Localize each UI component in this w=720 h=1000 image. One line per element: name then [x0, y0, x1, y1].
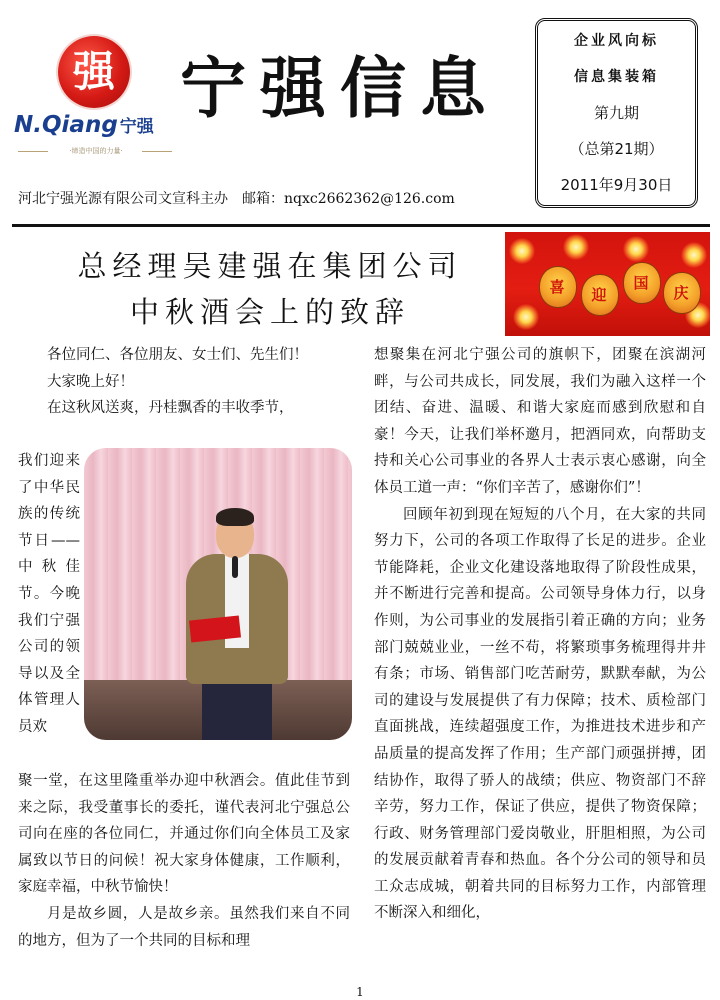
newsletter-title: 宁强信息: [180, 50, 500, 127]
firework-1: [509, 238, 535, 264]
header-divider: [12, 224, 710, 227]
logo-divider-left: [18, 151, 48, 152]
festival-paragraph-head: 在这秋风送爽，丹桂飘香的丰收季节，: [47, 400, 294, 417]
lantern-3-word: 国: [633, 273, 649, 292]
logo-glyph: 强: [72, 47, 115, 96]
firework-2: [563, 234, 589, 260]
logo-slogan: ·缔造中国的力量·: [69, 147, 123, 155]
festival-paragraph-tail: 聚一堂，在这里隆重举办迎中秋酒会。值此佳节到来之际，我受董事长的委托，谨代表河北宁强总公司向在座的各位同仁，并通过你们向全体员工及家属致以节日的问候！祝大家身体健康，工作顺利，家庭幸福，中秋节愉快！: [18, 773, 350, 896]
column-2: [374, 342, 706, 927]
lantern-1-word: 喜: [549, 277, 565, 296]
firework-4: [681, 242, 707, 268]
issue-date: 2011年9月30日: [560, 176, 673, 194]
firework-6: [513, 304, 539, 330]
greeting-paragraph: 各位同仁、各位朋友、女士们、先生们！: [47, 347, 308, 363]
article-headline: [40, 243, 500, 335]
logo-brand-en: N.Qiang: [14, 112, 118, 138]
festival-lanterns-image: [505, 232, 710, 336]
headline-line-1: 总经理吴建强在集团公司: [77, 249, 463, 283]
gathering-paragraph: 想聚集在河北宁强公司的旗帜下，团聚在滨湖河畔，与公司共成长，同发展，我们为融入这样一个团结、奋进、温暖、和谐大家庭而感到欣慰和自豪！今天，让我们举杯邀月，把酒同欢，向帮助支持和关心公司事业的各界人士表示衷心感谢，向全体员工道一声：“你们辛苦了，感谢你们”！: [374, 347, 706, 496]
microphone-icon: [232, 556, 238, 578]
column-1-photo-wrap: [18, 448, 80, 741]
column-1-bottom: [18, 768, 350, 954]
column-1-top: [18, 342, 350, 422]
headline-line-2: 中秋酒会上的致辞: [129, 295, 410, 329]
speaker-hair: [216, 508, 254, 526]
festival-paragraph-wrap: 我们迎来了中华民族的传统节日——中秋佳节。今晚我们宁强公司的领导以及全体管理人员欢: [18, 453, 80, 735]
issue-number: 第九期: [593, 104, 639, 122]
review-paragraph: 回顾年初到现在短短的八个月，在大家的共同努力下，公司的各项工作取得了长足的进步。企业节能降耗，企业文化建设落地取得了阶段性成果，并不断进行完善和提高。公司领导身体力行，以身作则，为公司事业的发展指引着正确的方向；业务部门兢兢业业，一丝不苟，将繁琐事务梳理得井井有条；市场、销售部门吃苦耐劳，默默奉献，为公司的建设与发展提供了有力保障；技术、质检部门直面挑战，连续超强度工作，为推进技术进步和产品质量的提高发挥了作用；生产部门顽强拼搏，团结协作，取得了骄人的战绩；供应、物资部门不辞辛劳，努力工作，保证了供应，提供了物资保障；行政、财务管理部门爱岗敬业，肝胆相照，为公司的发展贡献着青春和热血。各个分公司的领导和员工众志成城，朝着共同的目标努力工作，内部管理不断深入和细化，: [374, 506, 706, 922]
sponsor-line: 河北宁强光源有限公司文宣科主办 邮箱：nqxc2662362@126.com: [18, 191, 455, 207]
logo-divider-right: [142, 151, 172, 152]
firework-3: [623, 236, 649, 262]
logo-brand-cn: 宁强: [119, 117, 154, 137]
speaker-legs: [202, 678, 272, 740]
issue-tagline-2: 信息集装箱: [574, 69, 659, 85]
logo-brand: [14, 112, 154, 138]
issue-total-number: （总第21期）: [569, 140, 664, 158]
page-number: 1: [356, 985, 364, 999]
moon-paragraph: 月是故乡圆，人是故乡亲。虽然我们来自不同的地方，但为了一个共同的目标和理: [18, 905, 350, 949]
speaker-photo: [84, 448, 352, 740]
good-evening-paragraph: 大家晚上好！: [47, 373, 134, 390]
lantern-4-word: 庆: [673, 283, 689, 302]
issue-tagline-1: 企业风向标: [574, 33, 659, 49]
lantern-2-word: 迎: [591, 285, 607, 304]
